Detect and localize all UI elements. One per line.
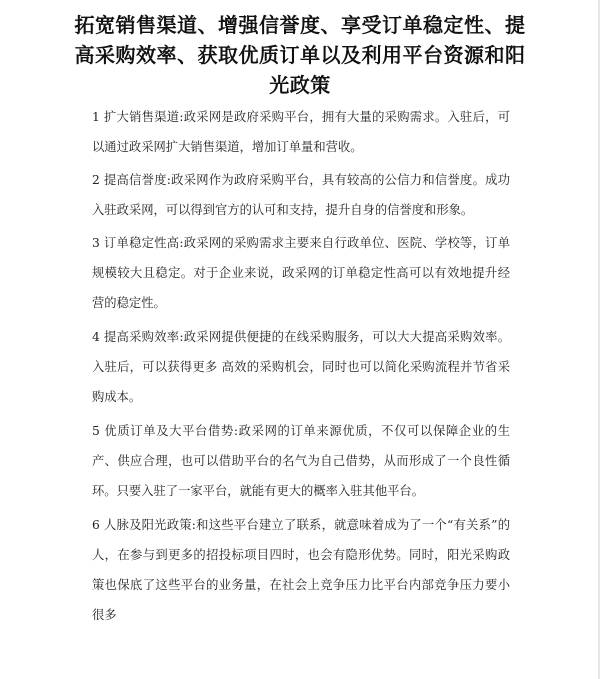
paragraph-procurement-efficiency: 4 提高采购效率:政采网提供便捷的在线采购服务，可以大大提高采购效率。入驻后，可以获得更多 高效的采购机会，同时也可以简化采购流程并节省采购成本。 xyxy=(92,330,510,404)
paragraph-quality-orders: 5 优质订单及大平台借势:政采网的订单来源优质，不仅可以保障企业的生产、供应合理，也可以借助平台的名气为自己借势，从而形成了一个良性循环。只要入驻了一家平台，就能有更大的概率入驻其他平台。 xyxy=(92,424,510,498)
paragraph-sales-channels: 1 扩大销售渠道:政采网是政府采购平台，拥有大量的采购需求。入驻后，可以通过政采网扩大销售渠道，增加订单量和营收。 xyxy=(92,110,510,154)
document-title: 拓宽销售渠道、增强信誉度、享受订单稳定性、提高采购效率、获取优质订单以及利用平台资源和阳光政策 xyxy=(74,13,526,97)
paragraph-order-stability: 3 订单稳定性高:政采网的采购需求主要来自行政单位、医院、学校等，订单规模较大且稳定。对于企业来说，政采网的订单稳定性高可以有效地提升经营的稳定性。 xyxy=(92,236,510,310)
paragraph-credibility: 2 提高信誉度:政采网作为政府采购平台，具有较高的公信力和信誉度。成功入驻政采网，可以得到官方的认可和支持，提升自身的信誉度和形象。 xyxy=(92,173,510,217)
paragraph-connections-policy: 6 人脉及阳光政策:和这些平台建立了联系，就意味着成为了一个“有关系”的人，在参与到更多的招投标项目四时，也会有隐形优势。同时，阳光采购政策也保底了这些平台的业务量，在社会上竞争压力比平台内部竞争压力要小很多 xyxy=(92,518,510,622)
